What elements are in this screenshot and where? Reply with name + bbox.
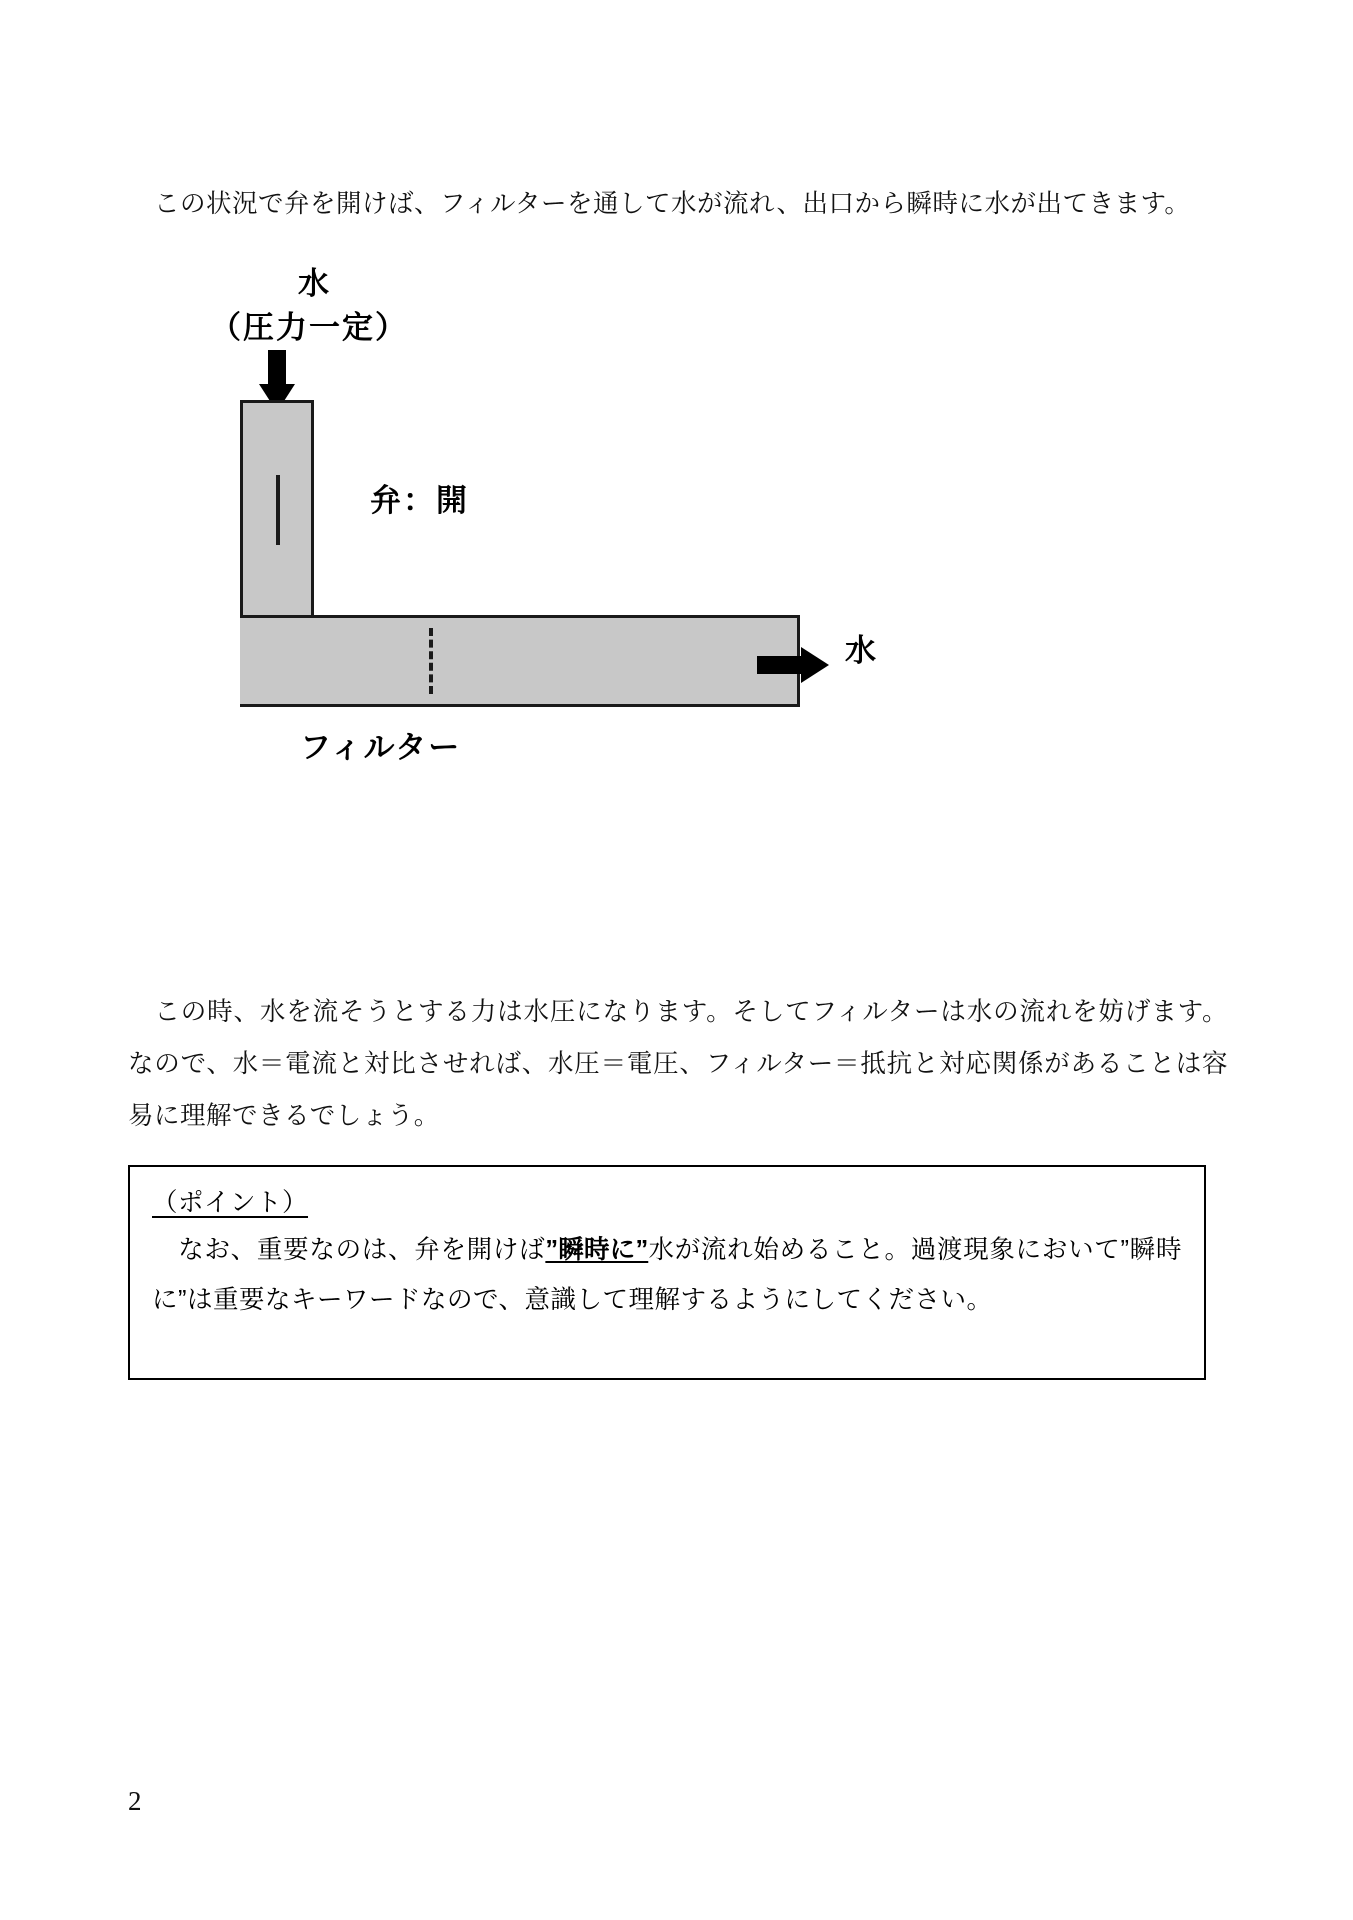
figure-label-water-right: 水: [845, 633, 878, 668]
figure-label-water-top: 水: [298, 266, 331, 301]
point-box-title: （ポイント）: [152, 1188, 309, 1217]
arrow-shaft: [268, 350, 286, 388]
figure-label-valve: 弁：開: [370, 483, 469, 518]
page-number: 2: [128, 1786, 142, 1816]
valve-open-icon: [276, 475, 280, 545]
point-keyword-1: ”瞬時に”: [545, 1236, 649, 1264]
pipe-corner-fill: [243, 618, 311, 658]
point-box-body: [152, 1225, 1182, 1325]
point-body-text-2: 水が流れ始めること。過渡現象において: [648, 1235, 1121, 1264]
point-body-text-3: は重要なキーワードなので、意識して理解するようにしてください。: [187, 1285, 993, 1314]
point-keyword-2: ”瞬時に”: [152, 1236, 1182, 1314]
pipe-horizontal-section: [240, 615, 800, 707]
arrow-shaft: [757, 656, 805, 674]
water-pipe-figure: [150, 266, 950, 870]
paragraph-analogy: この時、水を流そうとする力は水圧になります。そしてフィルターは水の流れを妨げます。なので、水＝電流と対比させれば、水圧＝電圧、フィルター＝抵抗と対応関係があることは容易に理解できるでしょう。: [128, 996, 1228, 1130]
paragraph-intro: この状況で弁を開けば、フィルターを通して水が流れ、出口から瞬時に水が出てきます。: [128, 188, 1191, 218]
point-body-text-1: なお、重要なのは、弁を開けば: [152, 1235, 546, 1264]
figure-label-pressure-constant: （圧力一定）: [210, 310, 408, 345]
figure-label-filter: フィルター: [300, 730, 462, 765]
point-callout-box: [128, 1165, 1206, 1380]
arrow-head: [801, 647, 829, 683]
filter-dashed-icon: [429, 628, 433, 694]
